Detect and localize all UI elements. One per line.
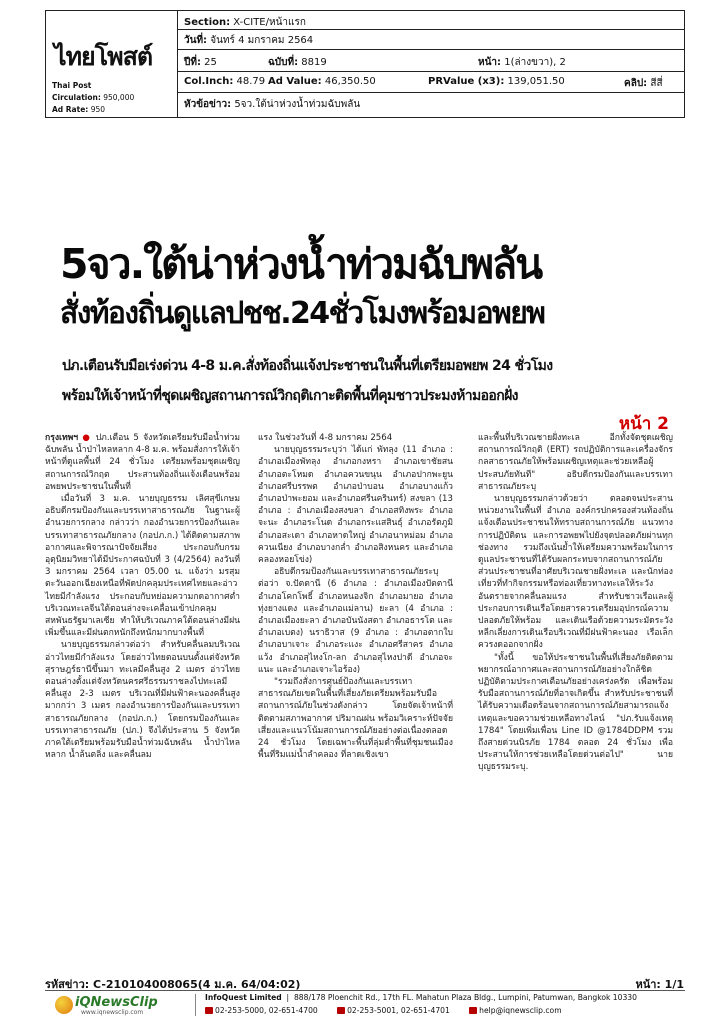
fax-icon bbox=[337, 1007, 345, 1014]
page-count: หน้า: 1/1 bbox=[635, 978, 684, 991]
headline-meta: หัวข้อข่าว: 5จว.ใต้น่าห่วงน้ำท่วมฉับพลัน bbox=[184, 99, 361, 110]
date: วันที่: จันทร์ 4 มกราคม 2564 bbox=[184, 35, 314, 46]
clip-header bbox=[45, 10, 685, 118]
article-paragraph: นายบุญธรรมระบุว่า ได้แก่ พัทลุง (11 อำเภอ : อำเภอเมืองพัทลุง อำเภอกงหรา อำเภอเขาชัยสน อำเภอตะโหมด อำเภอควนขนุน อำเภอปากพะยูน อำเภอศรีบรรพต อำเภอป่าบอน อำเภอบางแก้ว อำเภอป่าพะยอม และอำเภอศรีนครินทร์) สงขลา (13 อำเภอ : อำเภอเมืองสงขลา อำเภอสทิงพระ อำเภอจะนะ อำเภอระโนด อำเภอกระแสสินธุ์ อำเภอรัตภูมิ อำเภอสะเดา อำเภอหาดใหญ่ อำเภอนาหม่อม อำเภอควนเนียง อำเภอบางกล่ำ อำเภอสิงหนคร และอำเภอคลองหอยโข่ง) bbox=[258, 445, 453, 566]
section: Section: X-CITE/หน้าแรก bbox=[184, 17, 306, 28]
contact-info: 02-253-5000, 02-651-4700 02-253-5001, 02-651-4701 help@iqnewsclip.com bbox=[205, 1006, 562, 1015]
article-paragraph: นายบุญธรรมกล่าวด้วยว่า ตลอดจนประสานหน่วยงานในพื้นที่ อำเภอ องค์กรปกครองส่วนท้องถิ่นแจ้งเตือนประชาชนให้ทราบสถานการณ์ภัย แนวทางการปฏิบัติตน และการอพยพไปยังจุดปลอดภัยผ่านทุกช่องทาง รวมถึงเน้นย้ำให้เตรียมความพร้อมในการดูแลประชาชนที่ได้รับผลกระทบจากสถานการณ์ภัย ส่วนประชาชนที่อาศัยบริเวณชายฝั่งทะเล และนักท่องเที่ยวที่ทำกิจกรรมหรือท่องเที่ยวทางทะเลให้ระวังอันตรายจากคลื่นลมแรง สำหรับชาวเรือและผู้ประกอบการเดินเรือโดยสารควรเตรียมอุปกรณ์ความปลอดภัยให้พร้อม และเดินเรือด้วยความระมัดระวัง หลีกเลี่ยงการเดินเรือบริเวณที่มีฝนฟ้าคะนอง เรือเล็กควรงดออกจากฝั่ง bbox=[478, 494, 673, 651]
email-icon bbox=[469, 1007, 477, 1014]
article-paragraph: เมื่อวันที่ 3 ม.ค. นายบุญธรรม เลิศสุขีเกษม อธิบดีกรมป้องกันและบรรเทาสาธารณภัย ในฐานะผู้อำนวยการกลาง กล่าวว่า กองอำนวยการป้องกันและบรรเทาสาธารณภัยกลาง (กอปภ.ก.) ได้ติดตามสภาพอากาศและพิจารณาปัจจัยเสี่ยง ประกอบกับกรมอุตุนิยมวิทยาได้มีประกาศฉบับที่ 3 (4/2564) ลงวันที่ 3 มกราคม 2564 เวลา 05.00 น. แจ้งว่า มรสุมตะวันออกเฉียงเหนือที่พัดปกคลุมประเทศไทยและอ่าวไทยมีกำลังแรง ประกอบกับหย่อมความกดอากาศต่ำบริเวณทะเลจีนใต้ตอนล่างจะเคลื่อนเข้าปกคลุมสหพันธรัฐมาเลเซีย ทำให้บริเวณภาคใต้ตอนล่างมีฝนเพิ่มขึ้นและมีฝนตกหนักถึงหนักมากบางพื้นที่ bbox=[45, 494, 240, 639]
article-subheadline: สั่งท้องถิ่นดูแลปชช.24ชั่วโมงพร้อมอพยพ bbox=[60, 296, 545, 331]
iqnewsclip-logo: iQNewsClip www.iqnewsclip.com bbox=[53, 993, 175, 1017]
clip-metadata bbox=[178, 11, 684, 117]
article-column-2 bbox=[258, 432, 453, 761]
circulation: Circulation: 950,000 bbox=[52, 93, 135, 102]
article-paragraph: แรง ในช่วงวันที่ 4-8 มกราคม 2564 bbox=[258, 433, 393, 443]
phone-icon bbox=[205, 1007, 213, 1014]
pr-value: PRValue (x3): 139,051.50 bbox=[428, 76, 565, 87]
col-inch: Col.Inch: 48.79 bbox=[184, 76, 266, 87]
footer-bar bbox=[45, 990, 685, 1018]
company-address: InfoQuest Limited | 888/178 Ploenchit Rd., 17th FL. Mahatun Plaza Bldg., Lumpini, Patumwan, Bangkok 10330 bbox=[205, 993, 637, 1002]
masthead: ไทยโพสต์ bbox=[54, 42, 153, 71]
continued-page-ref: หน้า 2 bbox=[618, 414, 669, 434]
paper-en-name: Thai Post bbox=[52, 81, 92, 90]
article-column-3 bbox=[478, 432, 673, 774]
article-headline: 5จว.ใต้น่าห่วงน้ำท่วมฉับพลัน bbox=[60, 240, 542, 288]
issue: ฉบับที่: 8819 bbox=[268, 57, 327, 68]
news-code: รหัสข่าว: C-210104008065(4 ม.ค. 64/04:02) bbox=[45, 978, 301, 991]
ad-rate: Ad Rate: 950 bbox=[52, 105, 106, 114]
year: ปีที่: 25 bbox=[184, 57, 217, 68]
article-paragraph: นายบุญธรรมกล่าวต่อว่า สำหรับคลื่นลมบริเวณอ่าวไทยมีกำลังแรง โดยอ่าวไทยตอนบนตั้งแต่จังหวัดสุราษฎร์ธานีขึ้นมา ทะเลมีคลื่นสูง 2 เมตร อ่าวไทยตอนล่างตั้งแต่จังหวัดนครศรีธรรมราชลงไปทะเลมีคลื่นสูง 2-3 เมตร บริเวณที่มีฝนฟ้าคะนองคลื่นสูงมากกว่า 3 เมตร กองอำนวยการป้องกันและบรรเทาสาธารณภัยกลาง (กอปภ.ก.) โดยกรมป้องกันและบรรเทาสาธารณภัย (ปภ.) จึงได้ประสาน 5 จังหวัดภาคใต้เตรียมพร้อมรับมือน้ำท่วมฉับพลัน น้ำป่าไหลหลาก น้ำล้นตลิ่ง และคลื่นลม bbox=[45, 640, 240, 761]
article-column-1 bbox=[45, 432, 240, 761]
article-deck-1: ปภ.เตือนรับมือเร่งด่วน 4-8 ม.ค.สั่งท้องถิ่นแจ้งประชาชนในพื้นที่เตรียมอพยพ 24 ชั่วโมง bbox=[62, 358, 553, 374]
clip-color: คลิป: สีสี่ bbox=[624, 78, 663, 89]
article-paragraph: "ทั้งนี้ ขอให้ประชาชนในพื้นที่เสี่ยงภัยติดตามพยากรณ์อากาศและสถานการณ์ภัยอย่างใกล้ชิด ปฏิบัติตามประกาศเตือนภัยอย่างเคร่งครัด เพื่อพร้อมรับมือสถานการณ์ภัยที่อาจเกิดขึ้น สำหรับประชาชนที่ได้รับความเดือดร้อนจากสถานการณ์ภัยสามารถแจ้งเหตุและขอความช่วยเหลือทางไลน์ "ปภ.รับแจ้งเหตุ 1784" โดยเพิ่มเพื่อน Line ID @1784DDPM รวมถึงสายด่วนนิรภัย 1784 ตลอด 24 ชั่วโมง เพื่อประสานให้การช่วยเหลือโดยด่วนต่อไป" นายบุญธรรมระบุ. bbox=[478, 652, 673, 773]
article-deck-2: พร้อมให้เจ้าหน้าที่ชุดเผชิญสถานการณ์วิกฤติเกาะติดพื้นที่คุมชาวประมงห้ามออกฝั่ง bbox=[62, 388, 518, 404]
globe-icon bbox=[55, 996, 73, 1014]
article-paragraph: และพื้นที่บริเวณชายฝั่งทะเล อีกทั้งจัดชุดเผชิญสถานการณ์วิกฤติ (ERT) รถปฏิบัติการและเครื่องจักรกลสาธารณภัยให้พร้อมเผชิญเหตุและช่วยเหลือผู้ประสบภัยทันที" อธิบดีกรมป้องกันและบรรเทาสาธารณภัยระบุ bbox=[478, 433, 673, 492]
article-paragraph: อธิบดีกรมป้องกันและบรรเทาสาธารณภัยระบุต่อว่า จ.ปัตตานี (6 อำเภอ : อำเภอเมืองปัตตานี อำเภอโคกโพธิ์ อำเภอหนองจิก อำเภอมายอ อำเภอทุ่งยางแดง และอำเภอแม่ลาน) ยะลา (4 อำเภอ : อำเภอเมืองยะลา อำเภอบันนังสตา อำเภอธารโต และอำเภอเบตง) นราธิวาส (9 อำเภอ : อำเภอตากใบ อำเภอบาเจาะ อำเภอระแงะ อำเภอศรีสาคร อำเภอแว้ง อำเภอสุไหงโก-ลก อำเภอสุไหงปาดี อำเภอจะแนะ และอำเภอเจาะไอร้อง) bbox=[258, 567, 453, 675]
newspaper-info bbox=[46, 11, 178, 117]
article-paragraph: กรุงเทพฯ ● ปภ.เตือน 5 จังหวัดเตรียมรับมือน้ำท่วมฉับพลัน น้ำป่าไหลหลาก 4-8 ม.ค. พร้อมสั่งการให้เจ้าหน้าที่ดูแลพื้นที่ 24 ชั่วโมง เตรียมพร้อมชุดเผชิญสถานการณ์วิกฤต ประสานท้องถิ่นแจ้งเตือนพร้อมอพยพประชาชนในพื้นที่ bbox=[45, 433, 241, 492]
article-paragraph: "รวมถึงสั่งการศูนย์ป้องกันและบรรเทาสาธารณภัยเขตในพื้นที่เสี่ยงภัยเตรียมพร้อมรับมือสถานการณ์ภัยในช่วงดังกล่าว โดยจัดเจ้าหน้าที่ติดตามสภาพอากาศ ปริมาณฝน พร้อมวิเคราะห์ปัจจัยเสี่ยงและแนวโน้มสถานการณ์ภัยอย่างต่อเนื่องตลอด 24 ชั่วโมง โดยเฉพาะพื้นที่ลุ่มต่ำพื้นที่ชุมชนเมือง พื้นที่ริมแม่น้ำลำคลอง ที่ลาดเชิงเขา bbox=[258, 677, 453, 761]
ad-value: Ad Value: 46,350.50 bbox=[268, 76, 376, 87]
page: หน้า: 1(ล่างขวา), 2 bbox=[478, 57, 566, 68]
